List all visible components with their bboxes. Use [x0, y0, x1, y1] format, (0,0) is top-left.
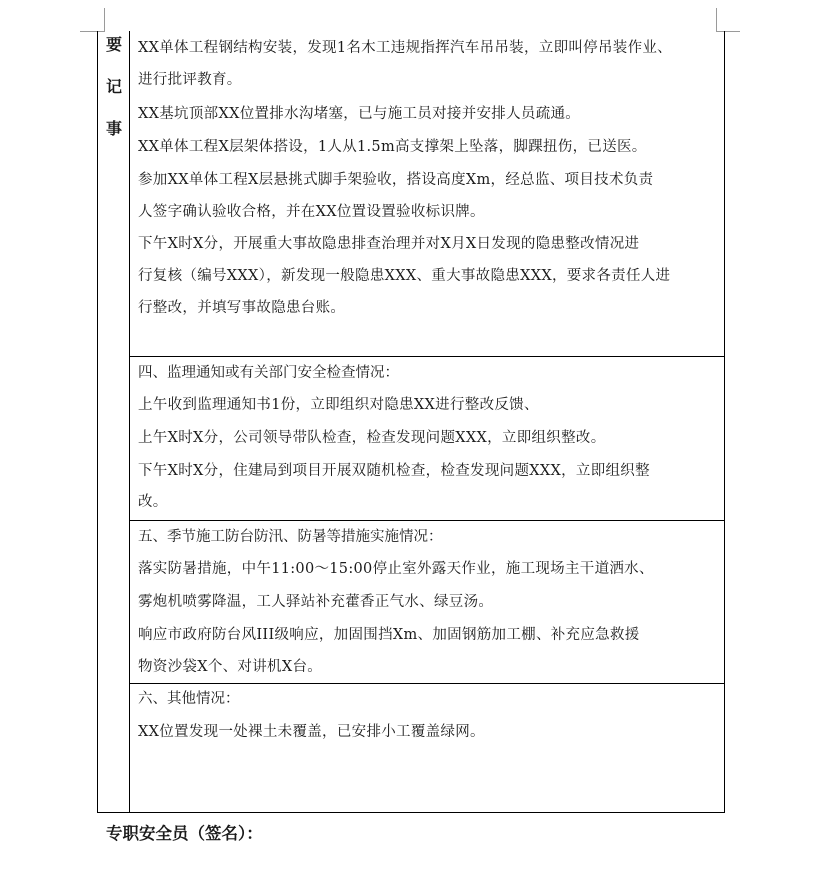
record-line: XX单体工程钢结构安装，发现1名木工违规指挥汽车吊吊装，立即叫停吊装作业、: [138, 40, 672, 56]
section-line: 改。: [138, 494, 168, 510]
row-label-char: 要: [105, 35, 122, 54]
section-line: XX位置发现一处裸土未覆盖，已安排小工覆盖绿网。: [138, 724, 485, 740]
other-matters-section: [130, 684, 724, 812]
section-line: 响应市政府防台风III级响应，加固围挡Xm、加固钢筋加工棚、补充应急救援: [138, 627, 640, 643]
crop-mark-left: [104, 8, 105, 32]
section-line: 上午收到监理通知书1份，立即组织对隐患XX进行整改反馈、: [138, 397, 539, 413]
row-label-column: [98, 31, 130, 812]
record-section: [130, 31, 724, 356]
row-label-char: 记: [105, 77, 122, 96]
record-line: 行整改，并填写事故隐患台账。: [138, 300, 346, 316]
record-line: 下午X时X分，开展重大事故隐患排查治理并对X月X日发现的隐患整改情况进: [138, 236, 640, 252]
section-line: 上午X时X分，公司领导带队检查，检查发现问题XXX，立即组织整改。: [138, 430, 606, 446]
crop-mark-right: [716, 8, 717, 32]
section-line: 雾炮机喷雾降温，工人驿站补充藿香正气水、绿豆汤。: [138, 594, 494, 610]
safety-officer-signature-label: 专职安全员（签名）：: [106, 824, 263, 843]
section-line: 下午X时X分，住建局到项目开展双随机检查，检查发现问题XXX，立即组织整: [138, 463, 650, 479]
section-line: 落实防暑措施，中午11:00～15:00停止室外露天作业，施工现场主干道洒水、: [138, 561, 654, 577]
section-line: 物资沙袋X个、对讲机X台。: [138, 659, 323, 675]
supervision-notice-section: [130, 357, 724, 520]
section-heading: 四、监理通知或有关部门安全检查情况：: [138, 365, 399, 381]
row-label-char: 事: [105, 119, 122, 138]
section-heading: 六、其他情况：: [138, 691, 240, 707]
content-column: [130, 31, 724, 812]
safety-log-table: [97, 31, 725, 813]
record-line: XX单体工程X层架体搭设，1人从1.5m高支撑架上坠落，脚踝扭伤，已送医。: [138, 139, 647, 155]
section-heading: 五、季节施工防台防汛、防暑等措施实施情况：: [138, 529, 443, 545]
record-line: 人签字确认验收合格，并在XX位置设置验收标识牌。: [138, 204, 485, 220]
record-line: 参加XX单体工程X层悬挑式脚手架验收，搭设高度Xm，经总监、项目技术负责: [138, 172, 654, 188]
seasonal-measures-section: [130, 521, 724, 684]
record-line: XX基坑顶部XX位置排水沟堵塞，已与施工员对接并安排人员疏通。: [138, 106, 581, 122]
record-line: 进行批评教育。: [138, 72, 242, 88]
record-line: 行复核（编号XXX），新发现一般隐患XXX、重大事故隐患XXX，要求各责任人进: [138, 268, 671, 284]
